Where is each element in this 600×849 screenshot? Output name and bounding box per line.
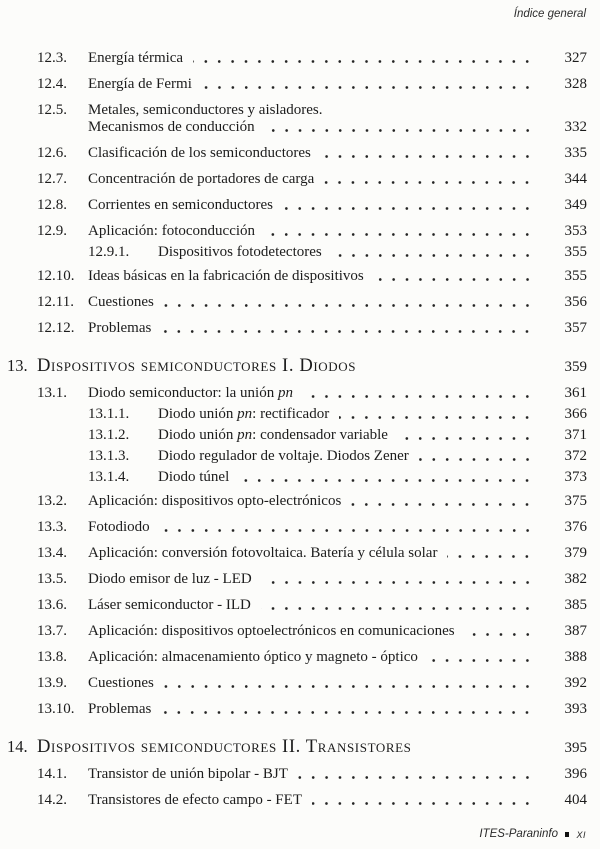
entry-page: 332 — [564, 119, 587, 135]
entry-page: 382 — [564, 571, 587, 587]
entry-title: Cuestiones — [88, 675, 154, 691]
entry-number: 12.8. — [37, 197, 67, 213]
entry-page: 361 — [564, 385, 587, 401]
entry-number: 13.2. — [37, 493, 67, 509]
toc-entry — [37, 545, 587, 561]
entry-title: Transistor de unión bipolar - BJT — [88, 766, 288, 782]
entry-number: 12.11. — [37, 294, 74, 310]
toc-entry — [37, 493, 587, 509]
toc-entry — [37, 76, 587, 92]
dot-leader — [193, 60, 534, 63]
running-header: Índice general — [513, 8, 586, 20]
page-footer — [479, 827, 586, 841]
entry-page: 356 — [564, 294, 587, 310]
toc-entry — [88, 448, 587, 464]
dot-leader — [303, 395, 534, 398]
entry-title: Energía térmica — [88, 50, 184, 66]
dot-leader — [261, 607, 534, 610]
entry-number: 13. — [7, 356, 28, 375]
entry-page: 404 — [564, 792, 587, 808]
dot-leader — [324, 181, 534, 184]
dot-leader — [321, 155, 534, 158]
entry-page: 376 — [564, 519, 587, 535]
dot-leader — [239, 479, 534, 482]
toc-entry — [37, 223, 587, 239]
entry-number: 13.1.1. — [88, 406, 130, 422]
entry-number: 13.4. — [37, 545, 67, 561]
publisher-name: ITES-Paraninfo — [479, 828, 558, 840]
dot-leader — [265, 129, 534, 132]
dot-leader — [164, 304, 534, 307]
entry-page: 353 — [564, 223, 587, 239]
dot-leader — [202, 86, 534, 89]
entry-page: 355 — [564, 244, 587, 260]
toc-entry — [37, 766, 587, 782]
toc-entry — [37, 102, 587, 135]
entry-number: 13.1.2. — [88, 427, 130, 443]
dot-leader — [339, 416, 534, 419]
toc-entry — [88, 406, 587, 422]
entry-title: Diodo unión pn: rectificador — [158, 406, 330, 422]
toc-entry — [88, 427, 587, 443]
toc-entry — [37, 519, 587, 535]
entry-page: 327 — [564, 50, 587, 66]
toc-entry — [37, 571, 587, 587]
entry-page: 387 — [564, 623, 587, 639]
entry-title: Diodo regulador de voltaje. Diodos Zener — [158, 448, 409, 464]
entry-title: Aplicación: dispositivos optoelectrónicos en comunicaciones — [88, 623, 455, 639]
entry-number: 13.10. — [37, 701, 75, 717]
dot-leader — [164, 685, 534, 688]
entry-number: 13.1.4. — [88, 469, 130, 485]
entry-title: Transistores de efecto campo - FET — [88, 792, 302, 808]
entry-number: 12.5. — [37, 102, 67, 118]
entry-page: 392 — [564, 675, 587, 691]
toc-entry — [37, 385, 587, 401]
toc-entry — [37, 623, 587, 639]
entry-title: Dispositivos semiconductores II. Transistores — [37, 736, 412, 757]
entry-title-block — [88, 102, 587, 135]
entry-page: 375 — [564, 493, 587, 509]
entry-number: 14.1. — [37, 766, 67, 782]
entry-page: 357 — [564, 320, 587, 336]
entry-page: 385 — [564, 597, 587, 613]
entry-title: Diodo túnel — [158, 469, 230, 485]
entry-page: 395 — [564, 740, 587, 756]
entry-page: 371 — [564, 427, 587, 443]
toc-chapter-entry — [7, 737, 587, 758]
dot-leader — [160, 529, 534, 532]
dot-leader — [398, 437, 534, 440]
dot-leader — [419, 458, 534, 461]
toc-entry — [37, 701, 587, 717]
entry-title: Láser semiconductor - ILD — [88, 597, 251, 613]
entry-number: 13.1. — [37, 385, 67, 401]
dot-leader — [351, 503, 534, 506]
toc-entry — [37, 171, 587, 187]
entry-title: Diodo emisor de luz - LED — [88, 571, 252, 587]
entry-title: Problemas — [88, 701, 152, 717]
toc-entry — [37, 294, 587, 310]
entry-title: Dispositivos semiconductores I. Diodos — [37, 355, 357, 376]
entry-page: 396 — [564, 766, 587, 782]
entry-number: 14. — [7, 737, 28, 756]
entry-title: Dispositivos fotodetectores — [158, 244, 322, 260]
entry-number: 14.2. — [37, 792, 67, 808]
entry-page: 359 — [564, 359, 587, 375]
toc-entry — [88, 244, 587, 260]
entry-title: Aplicación: almacenamiento óptico y magneto - óptico — [88, 649, 418, 665]
toc-entry — [37, 50, 587, 66]
entry-title: Aplicación: dispositivos opto-electrónicos — [88, 493, 342, 509]
entry-number: 12.10. — [37, 268, 75, 284]
dot-leader — [161, 711, 534, 714]
dot-leader — [374, 278, 534, 281]
entry-page: 388 — [564, 649, 587, 665]
dot-leader — [161, 330, 534, 333]
dot-leader — [265, 233, 534, 236]
entry-number: 13.8. — [37, 649, 67, 665]
dot-leader — [428, 659, 534, 662]
toc-entry — [37, 649, 587, 665]
entry-page: 355 — [564, 268, 587, 284]
entry-number: 13.3. — [37, 519, 67, 535]
dot-leader — [312, 802, 534, 805]
entry-title: Corrientes en semiconductores — [88, 197, 273, 213]
entry-number: 12.3. — [37, 50, 67, 66]
entry-title: Problemas — [88, 320, 152, 336]
entry-page: 373 — [564, 469, 587, 485]
dot-leader — [465, 633, 534, 636]
toc-entry — [37, 145, 587, 161]
entry-title: Cuestiones — [88, 294, 154, 310]
entry-title: Concentración de portadores de carga — [88, 171, 315, 187]
entry-number: 13.9. — [37, 675, 67, 691]
dot-leader — [447, 555, 534, 558]
entry-title: Mecanismos de conducción — [88, 119, 255, 135]
entry-number: 12.9. — [37, 223, 67, 239]
toc-entry — [37, 197, 587, 213]
entry-title: Diodo semiconductor: la unión pn — [88, 385, 293, 401]
entry-page: 328 — [564, 76, 587, 92]
toc-chapter-entry — [7, 356, 587, 377]
entry-number: 13.6. — [37, 597, 67, 613]
entry-number: 12.12. — [37, 320, 75, 336]
entry-title: Energía de Fermi — [88, 76, 192, 92]
toc-entry — [37, 597, 587, 613]
entry-title-line2 — [88, 119, 587, 135]
entry-page: 393 — [564, 701, 587, 717]
entry-title: Fotodiodo — [88, 519, 150, 535]
folio-page-number: xi — [576, 827, 586, 841]
entry-number: 13.1.3. — [88, 448, 130, 464]
toc — [7, 50, 587, 808]
entry-title-line1: Metales, semiconductores y aisladores. — [88, 102, 323, 118]
entry-number: 13.5. — [37, 571, 67, 587]
dot-leader — [332, 254, 534, 257]
entry-page: 335 — [564, 145, 587, 161]
entry-page: 349 — [564, 197, 587, 213]
entry-title: Aplicación: conversión fotovoltaica. Batería y célula solar — [88, 545, 438, 561]
toc-entry — [37, 675, 587, 691]
toc-entry — [37, 320, 587, 336]
toc-entry — [37, 268, 587, 284]
toc-entry — [88, 469, 587, 485]
dot-leader — [262, 581, 534, 584]
entry-title: Clasificación de los semiconductores — [88, 145, 311, 161]
entry-number: 12.7. — [37, 171, 67, 187]
entry-title: Ideas básicas en la fabricación de dispositivos — [88, 268, 364, 284]
entry-number: 12.9.1. — [88, 244, 130, 260]
entry-page: 379 — [564, 545, 587, 561]
entry-page: 366 — [564, 406, 587, 422]
entry-page: 344 — [564, 171, 587, 187]
entry-number: 12.6. — [37, 145, 67, 161]
entry-number: 13.7. — [37, 623, 67, 639]
dot-leader — [283, 207, 534, 210]
toc-entry — [37, 792, 587, 808]
entry-title: Diodo unión pn: condensador variable — [158, 427, 388, 443]
entry-title: Aplicación: fotoconducción — [88, 223, 256, 239]
square-bullet-icon — [565, 832, 570, 837]
entry-number: 12.4. — [37, 76, 67, 92]
entry-page: 372 — [564, 448, 587, 464]
dot-leader — [298, 776, 534, 779]
